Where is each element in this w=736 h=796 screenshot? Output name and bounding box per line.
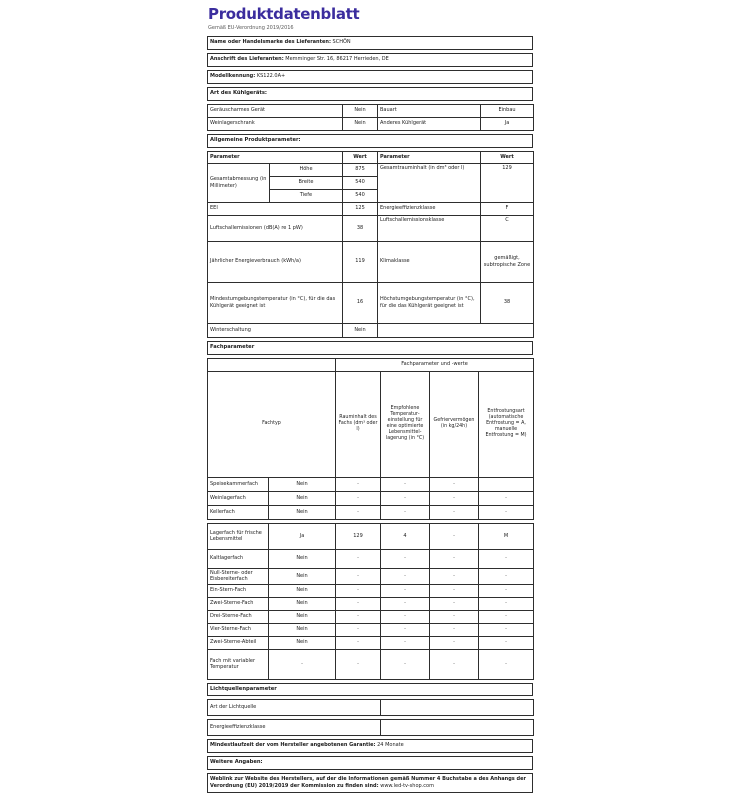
compartments-table-top (207, 358, 534, 520)
general-section-header: Allgemeine Produktparameter: (208, 134, 533, 147)
fach-present: Nein (269, 636, 336, 649)
annual-energy-value: 119 (343, 241, 378, 282)
param-label: Anderes Kühlgerät (378, 117, 481, 130)
fach-freeze: - (430, 610, 479, 623)
energy-class-value: F (481, 202, 534, 215)
additional-header-table (207, 756, 533, 770)
appliance-type-header-table (207, 87, 533, 101)
fach-defrost: - (479, 636, 534, 649)
fach-volume: - (336, 505, 381, 519)
weblink-cell (208, 773, 533, 792)
table-row (208, 323, 534, 337)
supplier-row-table (207, 36, 533, 50)
fach-temp: - (381, 649, 430, 679)
column-header-fachtyp: Fachtyp (208, 371, 336, 477)
fach-temp: - (381, 568, 430, 584)
fach-present: Nein (269, 610, 336, 623)
fach-row (208, 523, 534, 549)
fach-freeze: - (430, 584, 479, 597)
fach-type: Vier-Sterne-Fach (208, 623, 269, 636)
general-header-table (207, 134, 533, 148)
fach-freeze: - (430, 523, 479, 549)
noise-value: 38 (343, 215, 378, 241)
fach-volume: - (336, 477, 381, 491)
table-row (208, 371, 534, 477)
fach-present: Ja (269, 523, 336, 549)
address-cell (208, 53, 533, 66)
weblink-table (207, 773, 533, 793)
empty-cell (208, 358, 336, 371)
fach-row (208, 649, 534, 679)
fach-defrost: - (479, 491, 534, 505)
fach-defrost: - (479, 610, 534, 623)
fach-type: Null-Sterne- oder Eisbereiterfach (208, 568, 269, 584)
guarantee-table (207, 739, 533, 753)
fach-volume: - (336, 584, 381, 597)
fach-freeze: - (430, 649, 479, 679)
param-value: Ja (481, 117, 534, 130)
fach-row (208, 610, 534, 623)
table-row (208, 117, 534, 130)
fach-defrost: M (479, 523, 534, 549)
winter-label: Winterschaltung (208, 323, 343, 337)
fach-volume: - (336, 623, 381, 636)
fach-type: Speisekammerfach (208, 477, 269, 491)
light-class-label: Energieeffizienzklasse (208, 719, 381, 735)
appliance-type-header: Art des Kühlgeräts: (208, 87, 533, 100)
guarantee-value: 24 Monate (377, 742, 404, 749)
max-temp-label: Höchstumgebungstemperatur (in °C), für die das Kühlgerät geeignet ist (378, 282, 481, 323)
fach-row (208, 549, 534, 568)
width-label: Breite (270, 176, 343, 189)
fach-temp: - (381, 549, 430, 568)
depth-label: Tiefe (270, 189, 343, 202)
fach-present: Nein (269, 584, 336, 597)
eei-label: EEI (208, 202, 343, 215)
depth-value: 540 (343, 189, 378, 202)
fach-freeze: - (430, 568, 479, 584)
light-type-table (207, 699, 534, 716)
fach-freeze: - (430, 549, 479, 568)
annual-energy-label: Jährlicher Energieverbrauch (kWh/a) (208, 241, 343, 282)
values-header: Fachparameter und -werte (336, 358, 534, 371)
table-row (208, 282, 534, 323)
fach-row (208, 491, 534, 505)
fach-defrost: - (479, 584, 534, 597)
table-row (208, 241, 534, 282)
column-header: Wert (481, 151, 534, 163)
fach-defrost: - (479, 568, 534, 584)
fach-type: Kellerfach (208, 505, 269, 519)
fach-temp: - (381, 505, 430, 519)
fach-temp: - (381, 584, 430, 597)
compartments-table-bottom (207, 523, 534, 680)
light-type-label: Art der Lichtquelle (208, 699, 381, 715)
fach-present: Nein (269, 477, 336, 491)
model-row-table (207, 70, 533, 84)
min-temp-label: Mindestumgebungstemperatur (in °C), für die das Kühlgerät geeignet ist (208, 282, 343, 323)
fach-type: Drei-Sterne-Fach (208, 610, 269, 623)
fach-type: Kaltlagerfach (208, 549, 269, 568)
model-label: Modellkennung: (210, 73, 256, 80)
fach-type: Lagerfach für frische Lebensmittel (208, 523, 269, 549)
fach-volume: - (336, 636, 381, 649)
param-value: Nein (343, 104, 378, 117)
fach-defrost: - (479, 597, 534, 610)
product-datasheet (207, 6, 533, 796)
regulation-subtitle: Gemäß EU-Verordnung 2019/2016 (208, 24, 294, 31)
fach-row (208, 597, 534, 610)
fach-defrost: - (479, 623, 534, 636)
column-header: Wert (343, 151, 378, 163)
width-value: 540 (343, 176, 378, 189)
height-value: 875 (343, 163, 378, 176)
fach-type: Zwei-Sterne-Abteil (208, 636, 269, 649)
general-parameters-table (207, 151, 534, 338)
max-temp-value: 38 (481, 282, 534, 323)
fach-present: Nein (269, 597, 336, 610)
fach-freeze: - (430, 505, 479, 519)
table-row (208, 163, 534, 176)
address-row-table (207, 53, 533, 67)
fach-row (208, 568, 534, 584)
fach-volume: - (336, 597, 381, 610)
additional-info-header: Weitere Angaben: (208, 756, 533, 769)
column-header-freeze: Gefriervermögen (in kg/24h) (430, 371, 479, 477)
dimensions-label: Gesamtabmessung (in Millimeter) (208, 163, 270, 202)
fach-temp: - (381, 597, 430, 610)
fach-row (208, 623, 534, 636)
fach-volume: - (336, 610, 381, 623)
climate-class-label: Klimaklasse (378, 241, 481, 282)
noise-class-label: Luftschallemissionsklasse (378, 215, 481, 241)
param-value: Einbau (481, 104, 534, 117)
min-temp-value: 16 (343, 282, 378, 323)
height-label: Höhe (270, 163, 343, 176)
table-row (208, 151, 534, 163)
table-row (208, 202, 534, 215)
page-title: Produktdatenblatt (208, 5, 360, 23)
fach-present: Nein (269, 549, 336, 568)
fach-row (208, 584, 534, 597)
fach-present: - (269, 649, 336, 679)
supplier-cell (208, 36, 533, 49)
fach-row (208, 636, 534, 649)
fach-present: Nein (269, 623, 336, 636)
fach-type: Ein-Stern-Fach (208, 584, 269, 597)
column-header: Parameter (378, 151, 481, 163)
supplier-label: Name oder Handelsmarke des Lieferanten: (210, 39, 331, 46)
fach-freeze: - (430, 477, 479, 491)
param-value: Nein (343, 117, 378, 130)
eei-value: 125 (343, 202, 378, 215)
fach-temp: 4 (381, 523, 430, 549)
column-header-temp: Empfohlene Temperatureinstellung für eine optimierte Lebensmittellagerung (in °C) (381, 371, 430, 477)
fach-temp: - (381, 623, 430, 636)
model-cell (208, 70, 533, 83)
winter-value: Nein (343, 323, 378, 337)
light-class-table (207, 719, 534, 736)
volume-value: 129 (481, 163, 534, 202)
table-row (208, 358, 534, 371)
light-type-value (381, 699, 534, 715)
fach-defrost (479, 477, 534, 491)
volume-label: Gesamtrauminhalt (in dm³ oder l) (378, 163, 481, 202)
light-class-value (381, 719, 534, 735)
table-row (208, 719, 534, 735)
address-label: Anschrift des Lieferanten: (210, 56, 284, 63)
fach-row (208, 477, 534, 491)
fach-freeze: - (430, 491, 479, 505)
fach-present: Nein (269, 491, 336, 505)
noise-label: Luftschallemissionen (dB(A) re 1 pW) (208, 215, 343, 241)
fach-defrost: - (479, 505, 534, 519)
appliance-type-table (207, 104, 534, 131)
fach-volume: - (336, 491, 381, 505)
fach-type: Zwei-Sterne-Fach (208, 597, 269, 610)
compartments-section-header: Fachparameter (208, 341, 533, 354)
param-label: Bauart (378, 104, 481, 117)
fach-type: Weinlagerfach (208, 491, 269, 505)
fach-row (208, 505, 534, 519)
fach-freeze: - (430, 597, 479, 610)
fach-temp: - (381, 477, 430, 491)
fach-temp: - (381, 610, 430, 623)
table-row (208, 215, 534, 241)
manufacturer-website-link[interactable]: www.led-tv-shop.com (380, 782, 434, 789)
supplier-value: SCHÖN (332, 39, 351, 46)
model-value: KS122.0A+ (256, 73, 286, 80)
column-header-defrost: Entfrostungsart (automatische Entfrostung = A, manuelle Entfrostung = M) (479, 371, 534, 477)
column-header: Parameter (208, 151, 343, 163)
fach-present: Nein (269, 505, 336, 519)
energy-class-label: Energieeffizienzklasse (378, 202, 481, 215)
fach-freeze: - (430, 636, 479, 649)
guarantee-label: Mindestlaufzeit der vom Hersteller angebotenen Garantie: (210, 742, 376, 749)
fach-type: Fach mit variabler Temperatur (208, 649, 269, 679)
table-row (208, 699, 534, 715)
compartments-header-table (207, 341, 533, 355)
column-header-volume: Rauminhalt des Fachs (dm³ oder l) (336, 371, 381, 477)
param-label: Weinlagerschrank (208, 117, 343, 130)
fach-volume: - (336, 649, 381, 679)
fach-freeze: - (430, 623, 479, 636)
climate-class-value: gemäßigt, subtropische Zone (481, 241, 534, 282)
address-value: Memminger Str. 16, 86217 Herrieden, DE (285, 56, 389, 63)
fach-present: Nein (269, 568, 336, 584)
fach-temp: - (381, 491, 430, 505)
empty-cell (378, 323, 534, 337)
weblink-label: Weblink zur Website des Herstellers, auf der die Informationen gemäß Nummer 4 Buchstabe a des Anhangs der Verordnung (EU) 2019/2019 der Kommission zu finden sind: (210, 776, 526, 789)
guarantee-cell (208, 739, 533, 752)
fach-defrost: - (479, 549, 534, 568)
table-row (208, 104, 534, 117)
fach-defrost: - (479, 649, 534, 679)
fach-volume: - (336, 568, 381, 584)
light-header-table (207, 683, 533, 696)
param-label: Geräuscharmes Gerät (208, 104, 343, 117)
noise-class-value: C (481, 215, 534, 241)
fach-volume: - (336, 549, 381, 568)
fach-volume: 129 (336, 523, 381, 549)
light-section-header: Lichtquellenparameter (208, 683, 533, 695)
fach-temp: - (381, 636, 430, 649)
